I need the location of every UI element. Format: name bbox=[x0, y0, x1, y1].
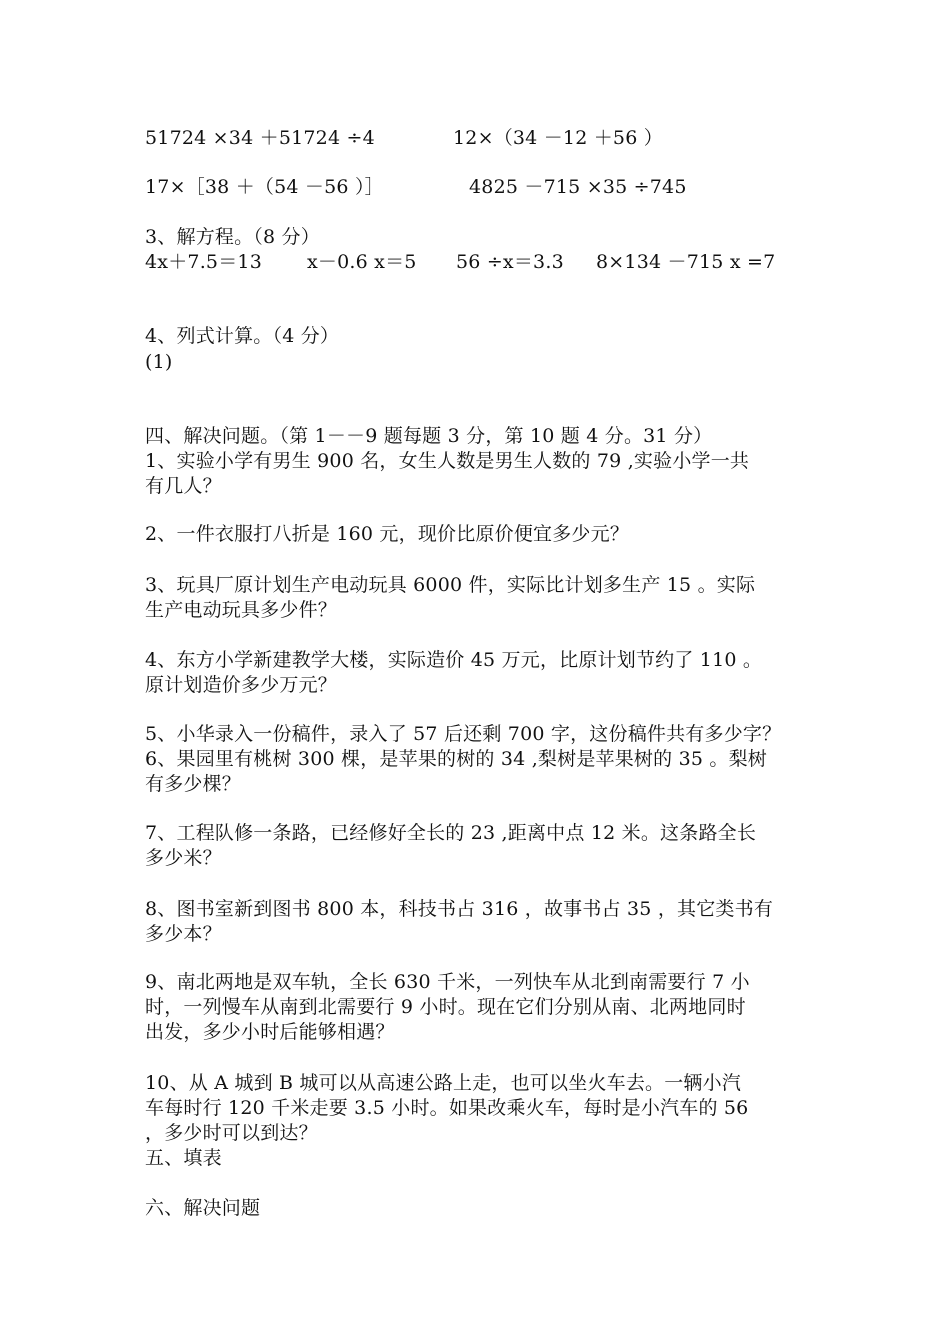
question-3-line-2: 生产电动玩具多少件？ bbox=[145, 599, 338, 621]
question-1-line-2: 有几人？ bbox=[145, 475, 222, 497]
section-four-heading: 四、解决问题。（第 1－－9 题每题 3 分，第 10 题 4 分。31 分） bbox=[145, 425, 713, 447]
calc-row-2 bbox=[145, 175, 687, 199]
equation-1: 4x＋7.5＝13 bbox=[145, 251, 262, 273]
section-3-heading: 3、解方程。（8 分） bbox=[145, 226, 320, 248]
calc-expr-2: 12×（34 －12 ＋56 ） bbox=[453, 127, 663, 149]
equations-row bbox=[145, 250, 776, 274]
question-6-line-1: 6、果园里有桃树 300 棵，是苹果的树的 34 ,梨树是苹果树的 35 。梨树 bbox=[145, 748, 767, 770]
equation-2: x－0.6 x＝5 bbox=[307, 251, 417, 273]
question-3-line-1: 3、玩具厂原计划生产电动玩具 6000 件，实际比计划多生产 15 。实际 bbox=[145, 574, 756, 596]
section-4-item-1: (1) bbox=[145, 351, 173, 373]
calc-expr-4: 4825 －715 ×35 ÷745 bbox=[469, 176, 687, 198]
question-4-line-1: 4、东方小学新建教学大楼，实际造价 45 万元，比原计划节约了 110 。 bbox=[145, 649, 763, 671]
question-9-line-1: 9、南北两地是双车轨，全长 630 千米，一列快车从北到南需要行 7 小 bbox=[145, 971, 750, 993]
section-six-heading: 六、解决问题 bbox=[145, 1197, 261, 1219]
question-4-line-2: 原计划造价多少万元？ bbox=[145, 674, 338, 696]
question-8-line-2: 多少本？ bbox=[145, 923, 222, 945]
question-10-line-1: 10、从 A 城到 B 城可以从高速公路上走，也可以坐火车去。一辆小汽 bbox=[145, 1072, 742, 1094]
question-7-line-2: 多少米？ bbox=[145, 847, 222, 869]
calc-expr-3: 17×［38 ＋（54 －56 ）］ bbox=[145, 176, 384, 198]
section-4-heading: 4、列式计算。（4 分） bbox=[145, 325, 340, 347]
question-1-line-1: 1、实验小学有男生 900 名，女生人数是男生人数的 79 ,实验小学一共 bbox=[145, 450, 750, 472]
calc-row-1 bbox=[145, 126, 663, 150]
question-6-line-2: 有多少棵？ bbox=[145, 773, 242, 795]
question-8-line-1: 8、图书室新到图书 800 本，科技书占 316 ，故事书占 35 ，其它类书有 bbox=[145, 898, 774, 920]
question-7-line-1: 7、工程队修一条路，已经修好全长的 23 ,距离中点 12 米。这条路全长 bbox=[145, 822, 757, 844]
question-5: 5、小华录入一份稿件，录入了 57 后还剩 700 字，这份稿件共有多少字？ bbox=[145, 723, 782, 745]
section-five-heading: 五、填表 bbox=[145, 1147, 222, 1169]
question-2: 2、一件衣服打八折是 160 元，现价比原价便宜多少元？ bbox=[145, 523, 630, 545]
question-10-line-3: ，多少时可以到达？ bbox=[145, 1122, 318, 1144]
equation-3: 56 ÷x＝3.3 bbox=[456, 251, 564, 273]
question-9-line-2: 时，一列慢车从南到北需要行 9 小时。现在它们分别从南、北两地同时 bbox=[145, 996, 746, 1018]
question-9-line-3: 出发，多少小时后能够相遇？ bbox=[145, 1021, 395, 1043]
calc-expr-1: 51724 ×34 ＋51724 ÷4 bbox=[145, 127, 375, 149]
question-10-line-2: 车每时行 120 千米走要 3.5 小时。如果改乘火车，每时是小汽车的 56 bbox=[145, 1097, 749, 1119]
equation-4: 8×134 －715 x =7 bbox=[596, 251, 776, 273]
